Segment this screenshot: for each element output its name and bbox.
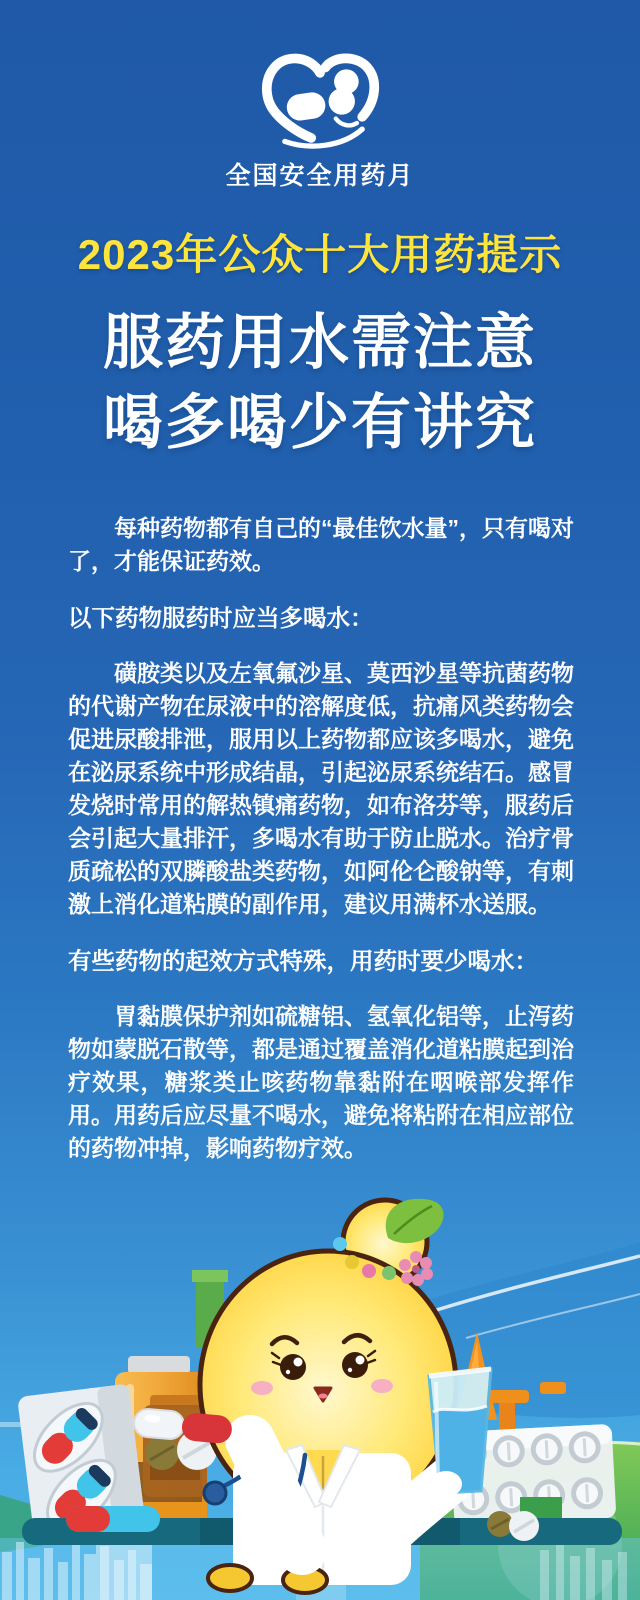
green-box-lid [192,1270,228,1282]
section2-heading: 有些药物的起效方式特殊，用药时要少喝水： [68,948,538,974]
main-title-line1: 服药用水需注意 [103,309,537,376]
heart-pill-logo-icon [257,50,383,152]
body-copy [68,512,574,1189]
main-title-line2: 喝多喝少有讲究 [103,389,537,456]
illustration-canvas [0,1150,640,1600]
badge-title: 2023年公众十大用药提示 [77,231,563,278]
section1-body: 磺胺类以及左氧氟沙星、莫西沙星等抗菌药物的代谢产物在尿液中的溶解度低，抗痛风类药物会促进尿酸排泄，服用以上药物都应该多喝水，避免在泌尿系统中形成结晶，引起泌尿系统结石。感冒发烧时常用的解热镇痛药物，如布洛芬等，服药后会引起大量排汗，多喝水有助于防止脱水。治疗骨质疏松的双膦酸盐类药物，如阿伦仑酸钠等，有刺激上消化道粘膜的副作用，建议用满杯水送服。 [68,660,574,917]
section2-body: 胃黏膜保护剂如硫糖铝、氢氧化铝等，止泻药物如蒙脱石散等，都是通过覆盖消化道粘膜起到治疗效果，糖浆类止咳药物靠黏附在咽喉部发挥作用。用药后应尽量不喝水，避免将粘附在相应部位的药物冲掉，影响药物疗效。 [68,1003,574,1161]
section1-heading: 以下药物服药时应当多喝水： [68,605,374,631]
intro-paragraph: 每种药物都有自己的“最佳饮水量”，只有喝对了，才能保证药效。 [68,515,574,574]
logo-label: 全国安全用药月 [225,162,415,190]
mascot-foot-left [208,1565,252,1591]
campaign-logo [0,50,640,192]
mascot-right-hand [430,1471,462,1497]
page-title [0,303,640,463]
bottom-illustration [0,1150,640,1600]
